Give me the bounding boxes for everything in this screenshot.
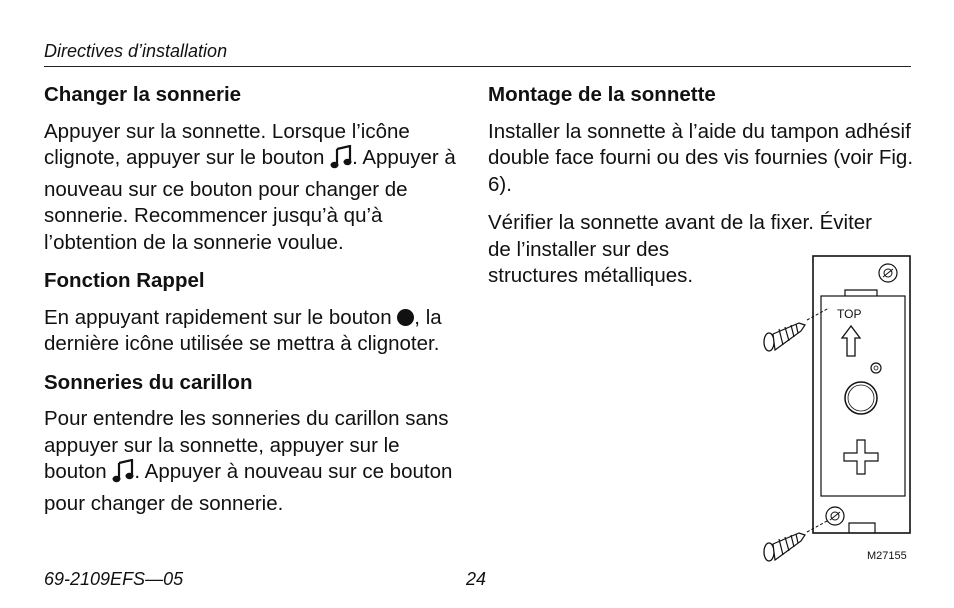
text-line: de l’installer sur des xyxy=(488,237,670,261)
music-note-icon xyxy=(330,145,352,177)
text-line: Vérifier la sonnette avant de la fixer. Éviter xyxy=(488,211,873,234)
filled-circle-icon xyxy=(397,309,414,326)
text-segment: , la dernière icône utilisée se mettra à clignoter. xyxy=(44,305,442,355)
text-line: structures métalliques. xyxy=(488,264,694,287)
text-segment: . Appuyer à nouveau sur ce bouton pour changer de sonnerie. xyxy=(44,460,453,515)
heading-fonction-rappel: Fonction Rappel xyxy=(44,269,205,292)
text-segment: Pour entendre les sonneries du carillon sans appuyer sur la sonnette, appuyer sur le bouton xyxy=(44,407,449,483)
heading-sonneries-carillon: Sonneries du carillon xyxy=(44,370,253,394)
page-number: 24 xyxy=(466,569,487,589)
heading-changer-sonnerie: Changer la sonnerie xyxy=(44,83,242,106)
figure-code: M27155 xyxy=(867,550,907,562)
text-segment: En appuyant rapidement sur le bouton xyxy=(44,305,398,329)
top-label: TOP xyxy=(837,307,862,321)
left-column xyxy=(44,82,462,529)
screw-hole-top xyxy=(879,264,897,282)
paragraph-fonction-rappel xyxy=(44,305,462,358)
header-rule xyxy=(44,66,911,67)
text-segment: Appuyer sur la sonnette. Lorsque l’icône clignote, appuyer sur le bouton xyxy=(44,119,410,169)
document-number: 69-2109EFS—05 xyxy=(44,569,184,589)
paragraph-sonneries-carillon xyxy=(44,406,462,517)
text-segment: . Appuyer à nouveau sur ce bouton pour changer de sonnerie. Recommencer jusqu’à qu’à l’obtention de la sonnerie voulue. xyxy=(44,146,456,254)
music-note-icon xyxy=(112,459,134,491)
paragraph-installer: Installer la sonnette à l’aide du tampon adhésif double face fourni ou des vis fournies (voir Fig. 6). xyxy=(488,119,914,196)
screw-hole-bottom xyxy=(826,507,844,525)
section-header: Directives d’installation xyxy=(44,41,228,61)
heading-montage-sonnette: Montage de la sonnette xyxy=(488,83,716,106)
figure-drawing xyxy=(755,250,915,570)
doorbell-mounting-figure xyxy=(755,250,915,570)
paragraph-changer-sonnerie xyxy=(44,119,462,257)
doorbell-button xyxy=(845,382,877,414)
led-icon xyxy=(871,363,881,373)
